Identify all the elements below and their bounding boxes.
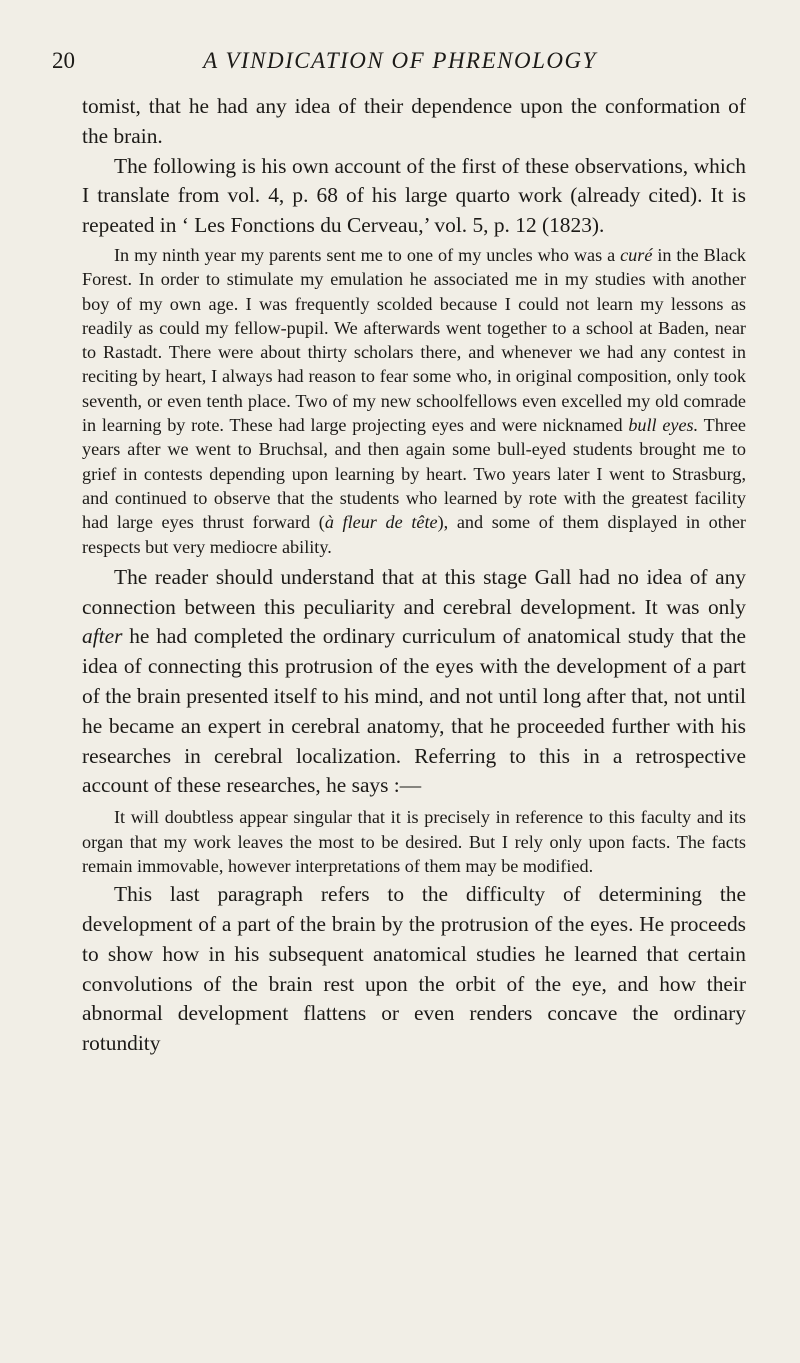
page-header — [0, 48, 800, 78]
quote-text: In my ninth year my parents sent me to one of my uncles who was a — [114, 244, 621, 265]
quote-text: in the Black Forest. In order to stimulate my emulation he associated me in my studies with another boy of my own age. I was frequently scolded because I could not learn my lessons as readily as could my fellow-pupil. We afterwards went together to a school at Baden, near to Rastadt. There were about thirty scholars there, and whenever we had any contest in reciting by heart, I always had reason to fear some who, in original composition, only took seventh, or even tenth place. Two of my new schoolfellows even excelled my old comrade in learning by rote. These had large projecting eyes and were nicknamed — [82, 244, 746, 436]
quote-italic-text: à fleur de tête — [324, 512, 438, 533]
paragraph-text: The reader should understand that at this stage Gall had no idea of any connection between this peculiarity and cerebral development. It was only — [82, 564, 746, 619]
quote-italic-text: bull eyes. — [628, 415, 699, 436]
paragraph-text: he had completed the ordinary curriculum of anatomical study that the idea of connecting this protrusion of the eyes with the development of a part of the brain presented itself to his mind, and not until long after that, not until he became an expert in cerebral anatomy, that he proceeded further with his researches in cerebral localization. Referring to this in a retrospective account of these researches, he says :— — [82, 624, 746, 798]
quote-text: ), and some of them displayed in other respects but very mediocre ability. — [82, 512, 746, 557]
paragraph-italic-text: after — [82, 624, 123, 649]
paragraph-introduction: The following is his own account of the first of these observations, which I translate from vol. 4, p. 68 of his large quarto work (already cited). It is repeated in ‘ Les Fonctions du Cerveau,’ vol. 5, p. 12 (1823). — [82, 153, 746, 238]
page-body — [82, 92, 746, 1059]
block-quote-retrospective: It will doubtless appear singular that it is precisely in reference to this faculty and its organ that my work leaves the most to be desired. But I rely only upon facts. The facts remain immovable, however interpretations of them may be modified. — [82, 807, 746, 876]
paragraph-conclusion: This last paragraph refers to the difficulty of determining the development of a part of the brain by the protrusion of the eyes. He proceeds to show how in his subsequent anatomical studies he learned that certain convolutions of the brain rest upon the orbit of the eye, and how their abnormal development flattens or even renders concave the ordinary rotundity — [82, 882, 746, 1056]
paragraph-commentary — [82, 563, 746, 801]
quote-italic-text: curé — [620, 244, 653, 265]
paragraph-continuation: tomist, that he had any idea of their dependence upon the conformation of the brain. — [82, 94, 746, 148]
block-quote-gall-account — [82, 243, 746, 559]
running-title: A VINDICATION OF PHRENOLOGY — [203, 48, 597, 73]
page-number: 20 — [52, 48, 75, 73]
quote-text: Three years after we went to Bruchsal, and then again some bull-eyed students brought me to grief in contests depending upon learning by heart. Two years later I went to Strasburg, and continued to observe that the students who learned by rote with the greatest facility had large eyes thrust forward ( — [82, 415, 746, 533]
